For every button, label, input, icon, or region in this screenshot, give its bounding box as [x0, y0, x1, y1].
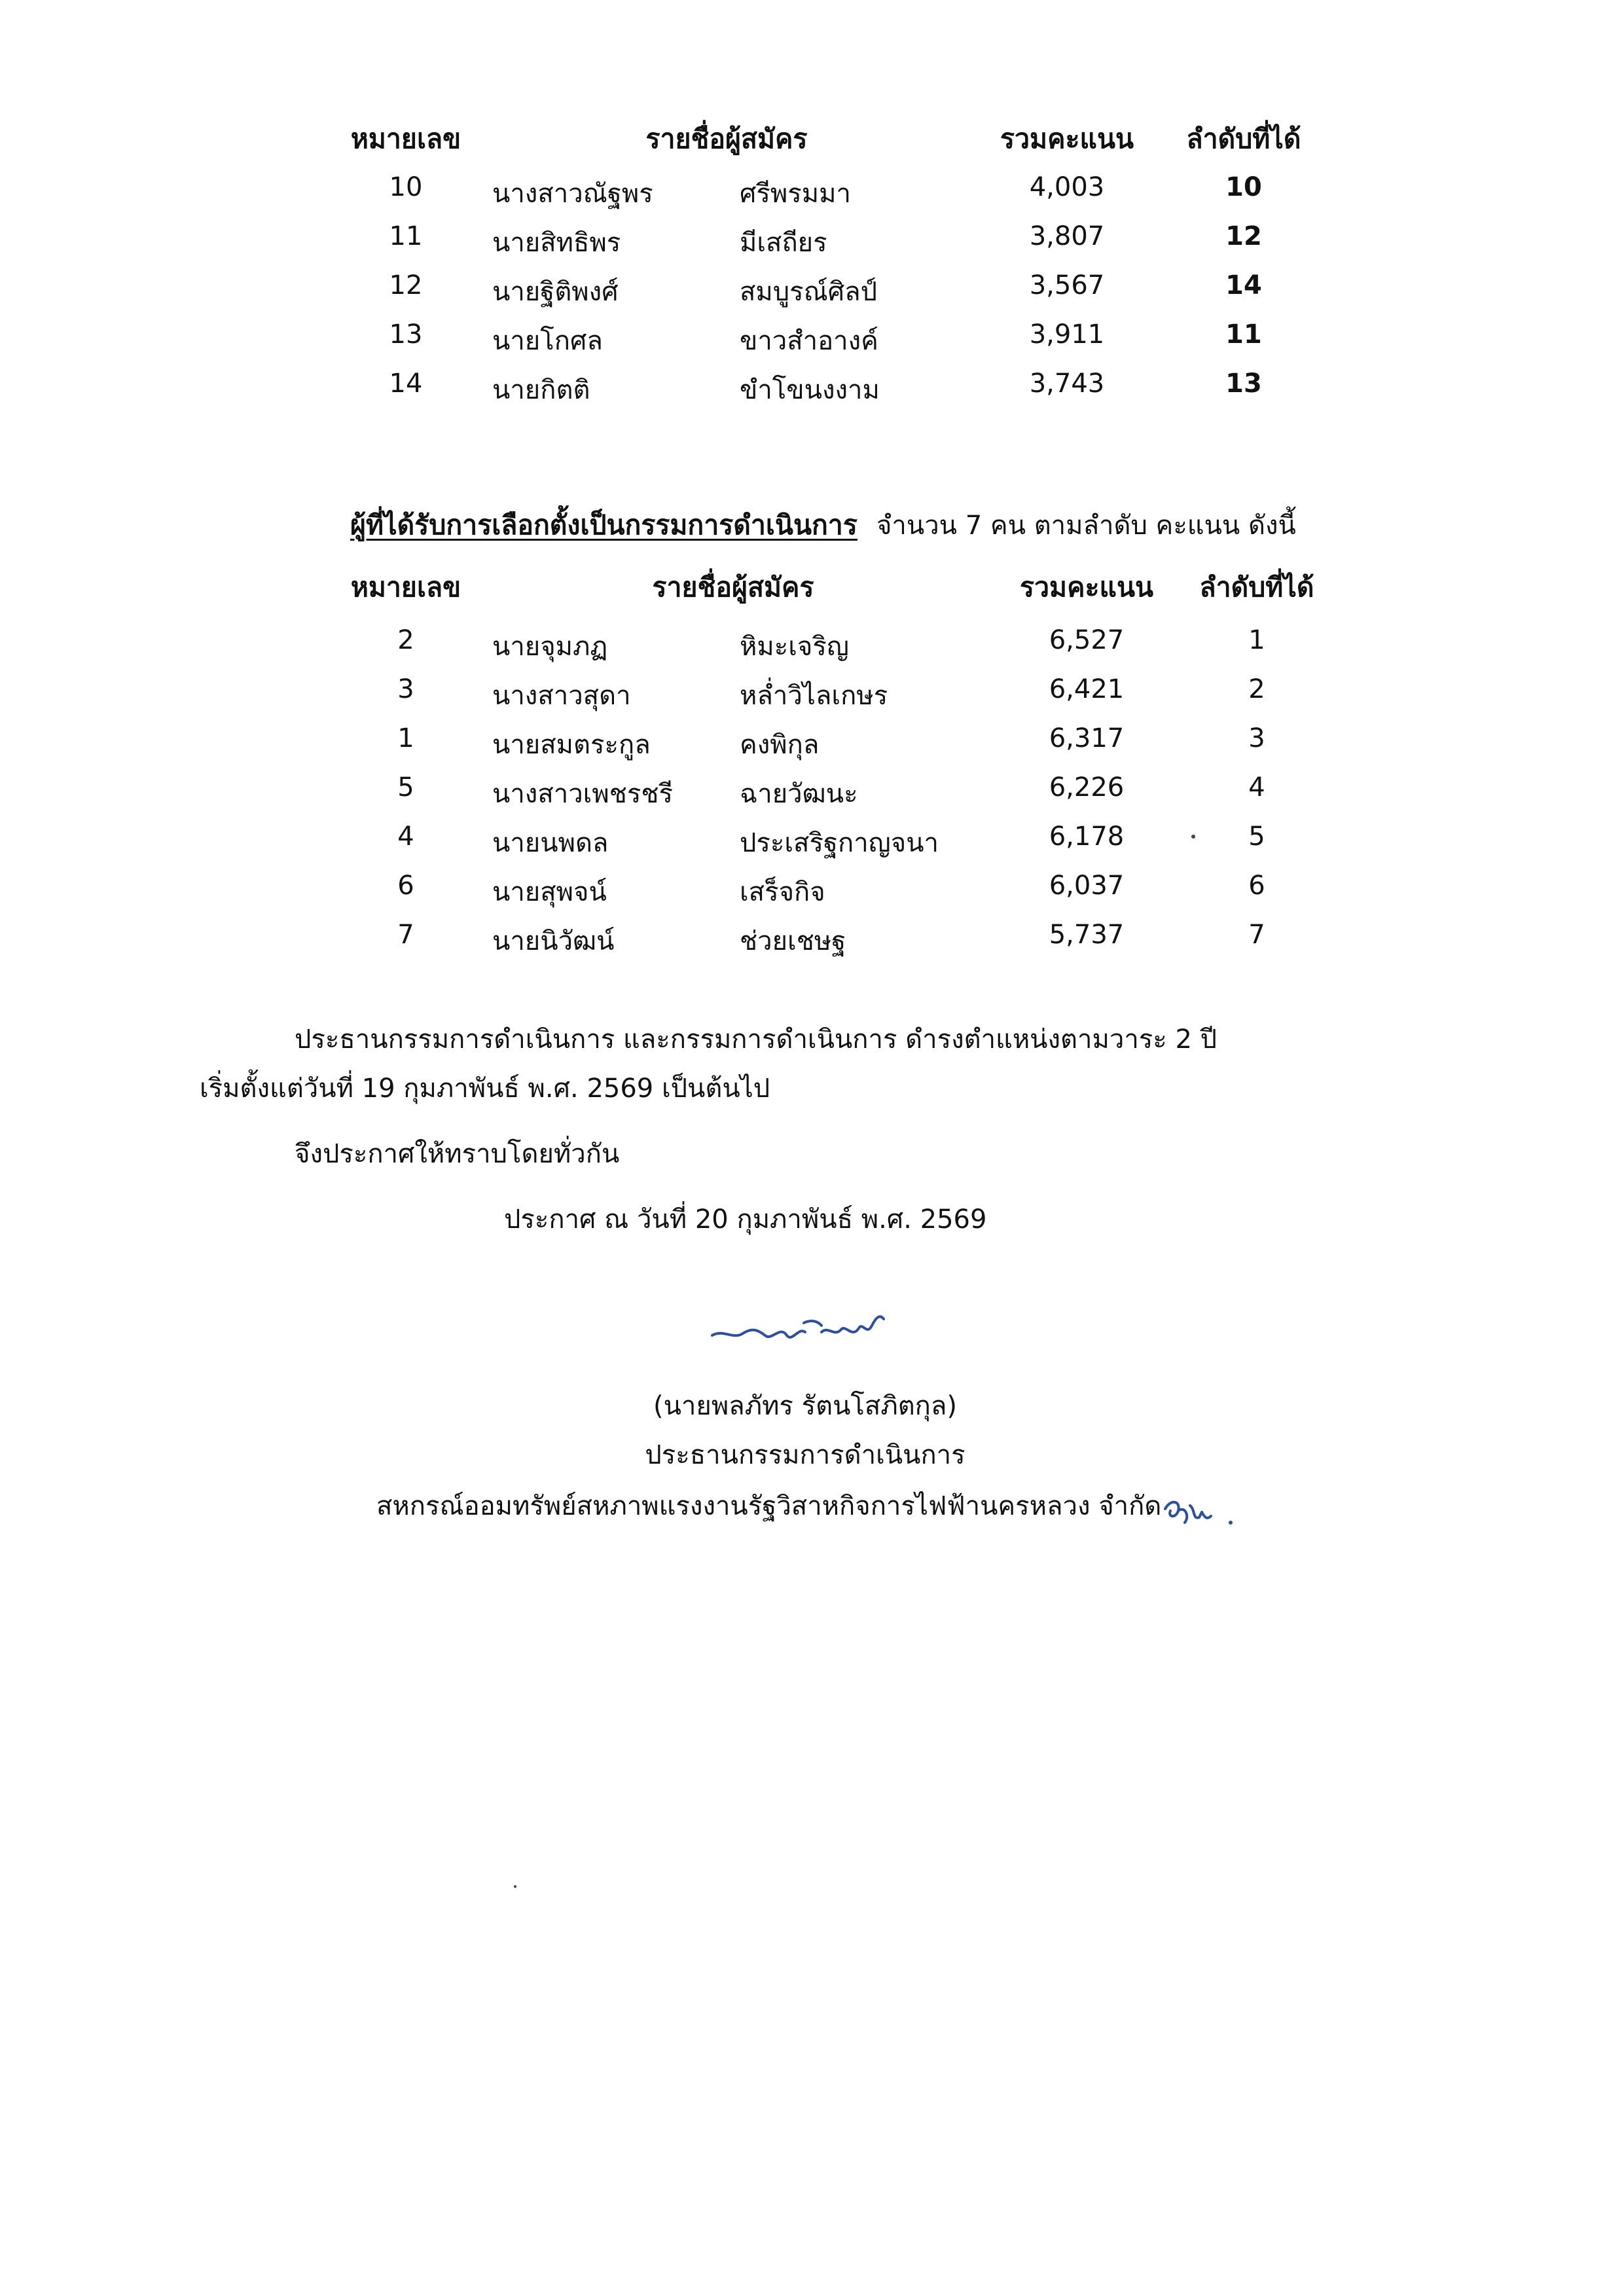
row-score: 6,317: [1049, 723, 1125, 753]
row-first-name: นายกิตติ: [492, 375, 590, 405]
col-header-score: รวมคะแนน: [1000, 123, 1134, 154]
col-header-number: หมายเลข: [350, 571, 461, 603]
row-score: 6,226: [1049, 772, 1125, 803]
row-score: 3,911: [1029, 319, 1105, 350]
col-header-name: รายชื่อผู้สมัคร: [652, 571, 814, 603]
row-rank: 10: [1225, 172, 1262, 202]
col-header-score: รวมคะแนน: [1020, 571, 1153, 603]
row-last-name: สมบูรณ์ศิลป์: [740, 277, 878, 307]
row-rank: 3: [1248, 723, 1265, 753]
row-rank: 7: [1248, 920, 1265, 950]
section-title-suffix: จำนวน 7 คน ตามลำดับ คะแนน ดังนี้: [876, 511, 1296, 541]
col-header-number: หมายเลข: [350, 123, 461, 154]
row-number: 6: [397, 871, 414, 901]
row-last-name: มีเสถียร: [740, 228, 827, 258]
row-first-name: นางสาวณัฐพร: [492, 179, 653, 209]
col-header-rank: ลำดับที่ได้: [1199, 571, 1314, 603]
row-first-name: นายสมตระกูล: [492, 730, 651, 760]
row-first-name: นายฐิติพงศ์: [492, 277, 619, 307]
row-score: 3,567: [1029, 270, 1105, 300]
row-score: 6,178: [1049, 822, 1125, 852]
row-first-name: นางสาวสุดา: [492, 681, 631, 711]
signer-title: ประธานกรรมการดำเนินการ: [645, 1440, 965, 1470]
paragraph-term-line1: ประธานกรรมการดำเนินการ และกรรมการดำเนินการ ดำรงตำแหน่งตามวาระ 2 ปี: [295, 1024, 1218, 1055]
row-rank: 2: [1248, 674, 1265, 704]
row-number: 4: [397, 822, 414, 852]
row-number: 7: [397, 920, 414, 950]
announcement-date: ประกาศ ณ วันที่ 20 กุมภาพันธ์ พ.ศ. 2569: [504, 1204, 987, 1235]
initials-mark: [1159, 1486, 1250, 1538]
col-header-name: รายชื่อผู้สมัคร: [645, 123, 808, 154]
row-number: 13: [389, 319, 423, 350]
row-score: 6,421: [1049, 674, 1125, 704]
row-last-name: ขาวสำอางค์: [740, 326, 878, 356]
row-score: 3,807: [1029, 221, 1105, 251]
row-last-name: คงพิกุล: [740, 730, 820, 760]
row-first-name: นายสุพจน์: [492, 877, 607, 907]
row-number: 2: [397, 625, 414, 655]
row-number: 5: [397, 772, 414, 803]
row-number: 11: [389, 221, 423, 251]
paragraph-announcement: จึงประกาศให้ทราบโดยทั่วกัน: [295, 1139, 620, 1169]
row-rank: 4: [1248, 772, 1265, 803]
row-first-name: นายนิวัฒน์: [492, 926, 615, 956]
row-score: 6,037: [1049, 871, 1125, 901]
row-rank: 5: [1248, 822, 1265, 852]
row-last-name: ศรีพรมมา: [740, 179, 851, 209]
row-rank: 6: [1248, 871, 1265, 901]
row-rank: 12: [1225, 221, 1262, 251]
row-rank: 13: [1225, 369, 1262, 399]
row-score: 4,003: [1029, 172, 1105, 202]
handwritten-signature: [707, 1299, 903, 1358]
signer-name: (นายพลภัทร รัตนโสภิตกุล): [653, 1391, 958, 1421]
row-score: 6,527: [1049, 625, 1125, 655]
row-number: 10: [389, 172, 423, 202]
paragraph-term-line2: เริ่มตั้งแต่วันที่ 19 กุมภาพันธ์ พ.ศ. 2569 เป็นต้นไป: [200, 1074, 770, 1104]
row-last-name: ขำโขนงงาม: [740, 375, 880, 405]
scan-speck: [1191, 835, 1195, 839]
row-first-name: นายนพดล: [492, 828, 609, 858]
row-last-name: ประเสริฐกาญจนา: [740, 828, 939, 858]
row-rank: 11: [1225, 319, 1262, 350]
row-score: 3,743: [1029, 369, 1105, 399]
row-number: 14: [389, 369, 423, 399]
section-heading: [350, 504, 1296, 547]
row-number: 12: [389, 270, 423, 300]
organization-name: สหกรณ์ออมทรัพย์สหภาพแรงงานรัฐวิสาหกิจการไฟฟ้านครหลวง จำกัด: [376, 1491, 1162, 1521]
row-last-name: เสร็จกิจ: [740, 877, 825, 907]
row-number: 3: [397, 674, 414, 704]
row-last-name: ช่วยเชษฐ: [740, 926, 846, 956]
scan-speck: [514, 1885, 516, 1888]
row-first-name: นายสิทธิพร: [492, 228, 621, 258]
row-first-name: นายโกศล: [492, 326, 603, 356]
row-last-name: หิมะเจริญ: [740, 632, 849, 662]
section-title: ผู้ที่ได้รับการเลือกตั้งเป็นกรรมการดำเนินการ: [350, 509, 857, 541]
row-rank: 14: [1225, 270, 1262, 300]
row-last-name: ฉายวัฒนะ: [740, 779, 858, 809]
row-first-name: นายจุมภฏ: [492, 632, 608, 662]
col-header-rank: ลำดับที่ได้: [1186, 123, 1301, 154]
row-score: 5,737: [1049, 920, 1125, 950]
row-first-name: นางสาวเพชรชรี: [492, 779, 673, 809]
row-rank: 1: [1248, 625, 1265, 655]
row-last-name: หล่ำวิไลเกษร: [740, 681, 888, 711]
row-number: 1: [397, 723, 414, 753]
